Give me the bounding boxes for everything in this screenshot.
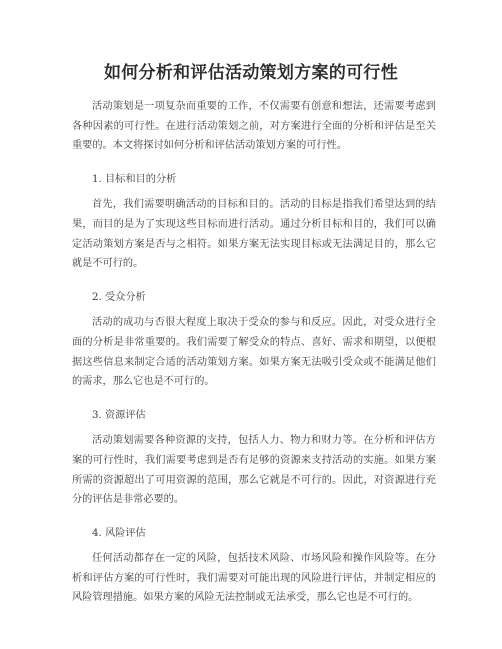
section-3 [72,406,436,510]
section-paragraph: 任何活动都存在一定的风险，包括技术风险、市场风险和操作风险等。在分析和评估方案的可行性时，我们需要对可能出现的风险进行评估，并制定相应的风险管理措施。如果方案的风险无法控制或无法承受，那么它也是不可行的。 [72,553,436,604]
document-body [72,97,436,622]
section-heading: 3. 资源评估 [92,409,146,421]
section-paragraph: 活动的成功与否很大程度上取决于受众的参与和反应。因此，对受众进行全面的分析是非常重要的。我们需要了解受众的特点、喜好、需求和期望，以便根据这些信息来制定合适的活动策划方案。如果方案无法吸引受众或不能满足他们的需求，那么它也是不可行的。 [72,317,436,388]
document-title: 如何分析和评估活动策划方案的可行性 [103,63,399,83]
section-heading: 4. 风险评估 [92,527,146,539]
section-1 [72,170,436,274]
section-paragraph: 活动策划需要各种资源的支持，包括人力、物力和财力等。在分析和评估方案的可行性时，我们需要考虑到是否有足够的资源来支持活动的实施。如果方案所需的资源超出了可用资源的范围，那么它就是不可行的。因此，对资源进行充分的评估是非常必要的。 [72,435,436,506]
section-4 [72,524,436,608]
section-paragraph: 首先，我们需要明确活动的目标和目的。活动的目标是指我们希望达到的结果，而目的是为了实现这些目标而进行活动。通过分析目标和目的，我们可以确定活动策划方案是否与之相符。如果方案无法实现目标或无法满足目的，那么它就是不可行的。 [72,199,436,270]
intro-paragraph: 活动策划是一项复杂而重要的工作，不仅需要有创意和想法，还需要考虑到各种因素的可行性。在进行活动策划之前，对方案进行全面的分析和评估是至关重要的。本文将探讨如何分析和评估活动策划方案的可行性。 [72,101,436,152]
section-heading: 1. 目标和目的分析 [92,173,177,185]
section-heading: 2. 受众分析 [92,291,146,303]
section-2 [72,288,436,392]
